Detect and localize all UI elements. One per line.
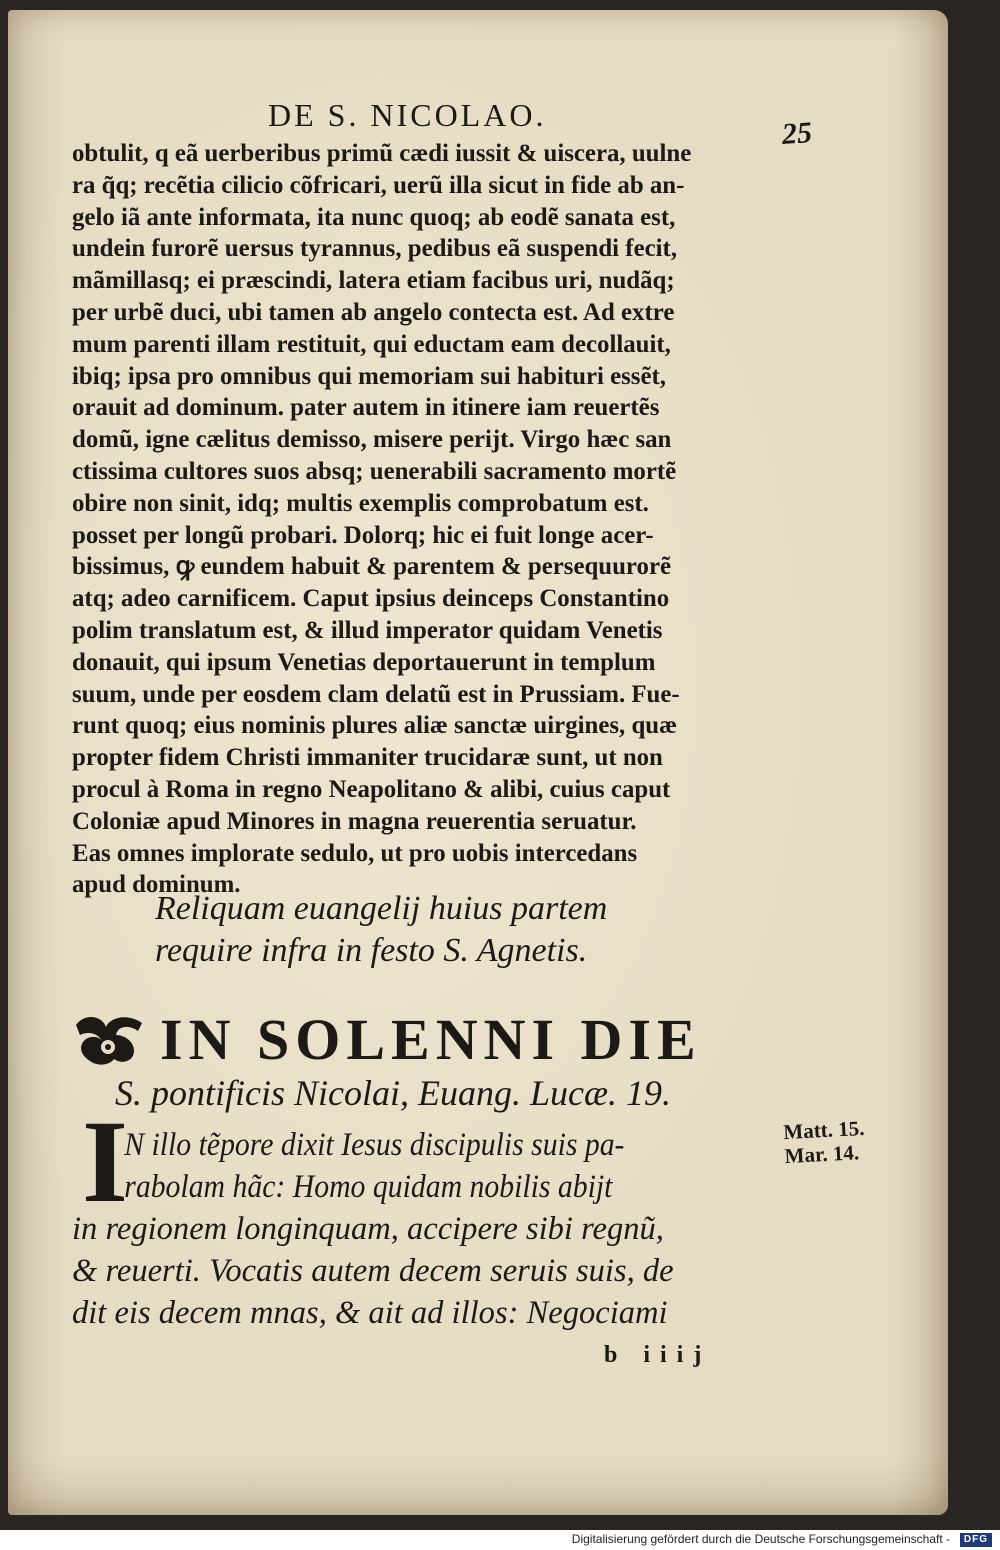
fleuron-icon: [72, 1011, 146, 1067]
text-line: Eas omnes implorate sedulo, ut pro uobis intercedans: [72, 839, 638, 867]
text-line: domũ, igne cælitus demisso, misere perijt. Virgo hæc san: [72, 426, 672, 454]
text-line: orauit ad dominum. pater autem in itinere iam reuertẽs: [72, 394, 660, 422]
dfg-logo: DFG: [960, 1533, 992, 1547]
text-line: ctissima cultores suos absq; uenerabili sacramento mortẽ: [72, 457, 677, 485]
margin-note-line: Mar. 14.: [784, 1140, 860, 1169]
text-line: procul à Roma in regno Neapolitano & alibi, cuius caput: [72, 775, 671, 803]
note-line: require infra in festo S. Agnetis.: [155, 932, 588, 969]
gospel-line: rabolam hãc: Homo quidam nobilis abijt: [124, 1169, 613, 1205]
gospel-line: & reuerti. Vocatis autem decem seruis suis, de: [72, 1253, 674, 1289]
text-line: propter fidem Christi immaniter trucidaræ sunt, ut non: [72, 744, 663, 772]
page-number: 25: [780, 115, 814, 152]
gospel-line: dit eis decem mnas, & ait ad illos: Negociami: [72, 1295, 668, 1331]
text-line: apud dominum.: [72, 871, 241, 899]
gospel-line: in regionem longinquam, accipere sibi regnũ,: [72, 1211, 664, 1247]
gospel-line: N illo tẽpore dixit Iesus discipulis suis pa-: [124, 1127, 625, 1163]
text-line: atq; adeo carnificem. Caput ipsius deinceps Constantino: [72, 585, 670, 613]
drop-cap: I: [82, 1096, 128, 1227]
text-line: bissimus, ꝙ eundem habuit & parentem & persequurorẽ: [72, 553, 672, 581]
text-line: obire non sinit, idq; multis exemplis comprobatum est.: [72, 489, 649, 517]
text-line: runt quoq; eius nominis plures aliæ sanctæ uirgines, quæ: [72, 712, 678, 740]
text-line: mãmillasq; ei præscindi, latera etiam facibus uri, nudãq;: [72, 267, 675, 295]
running-head: DE S. NICOLAO.: [268, 97, 547, 133]
text-line: gelo iã ante informata, ita nunc quoq; ab eodẽ sanata est,: [72, 203, 676, 231]
margin-note: [783, 1116, 866, 1168]
section-heading: [72, 1005, 792, 1075]
margin-note-line: Matt. 15.: [782, 1115, 866, 1145]
text-line: ra q̃q; recẽtia cilicio cõfricari, uerũ illa sicut in fide ab an-: [72, 171, 685, 199]
heading-title: IN SOLENNI DIE: [160, 1007, 702, 1072]
text-line: per urbẽ duci, ubi tamen ab angelo contecta est. Ad extre: [72, 298, 675, 326]
body-text: [72, 138, 782, 901]
text-line: donauit, qui ipsum Venetias deportauerunt in templum: [72, 648, 656, 676]
text-line: undein furorẽ uersus tyrannus, pedibus eã suspendi fecit,: [72, 235, 678, 263]
text-line: Coloniæ apud Minores in magna reuerentia seruatur.: [72, 807, 637, 835]
gospel-text: [72, 1124, 782, 1334]
note-line: Reliquam euangelij huius partem: [155, 890, 608, 927]
signature-mark: b iiij: [604, 1342, 712, 1368]
text-line: posset per longũ probari. Dolorq; hic ei fuit longe acer-: [72, 521, 654, 549]
cross-reference-note: [155, 888, 715, 972]
digitization-credit: Digitalisierung gefördert durch die Deutsche Forschungsgemeinschaft -: [571, 1532, 950, 1546]
text-line: mum parenti illam restituit, qui eductam eam decollauit,: [72, 330, 671, 358]
text-line: ibiq; ipsa pro omnibus qui memoriam sui habituri essẽt,: [72, 362, 666, 390]
heading-subtitle: S. pontificis Nicolai, Euang. Lucæ. 19.: [115, 1073, 671, 1113]
text-line: suum, unde per eosdem clam delatũ est in Prussiam. Fue-: [72, 680, 680, 708]
text-line: polim translatum est, & illud imperator quidam Venetis: [72, 616, 663, 644]
text-line: obtulit, q eã uerberibus primũ cædi iussit & uiscera, uulne: [72, 140, 692, 167]
